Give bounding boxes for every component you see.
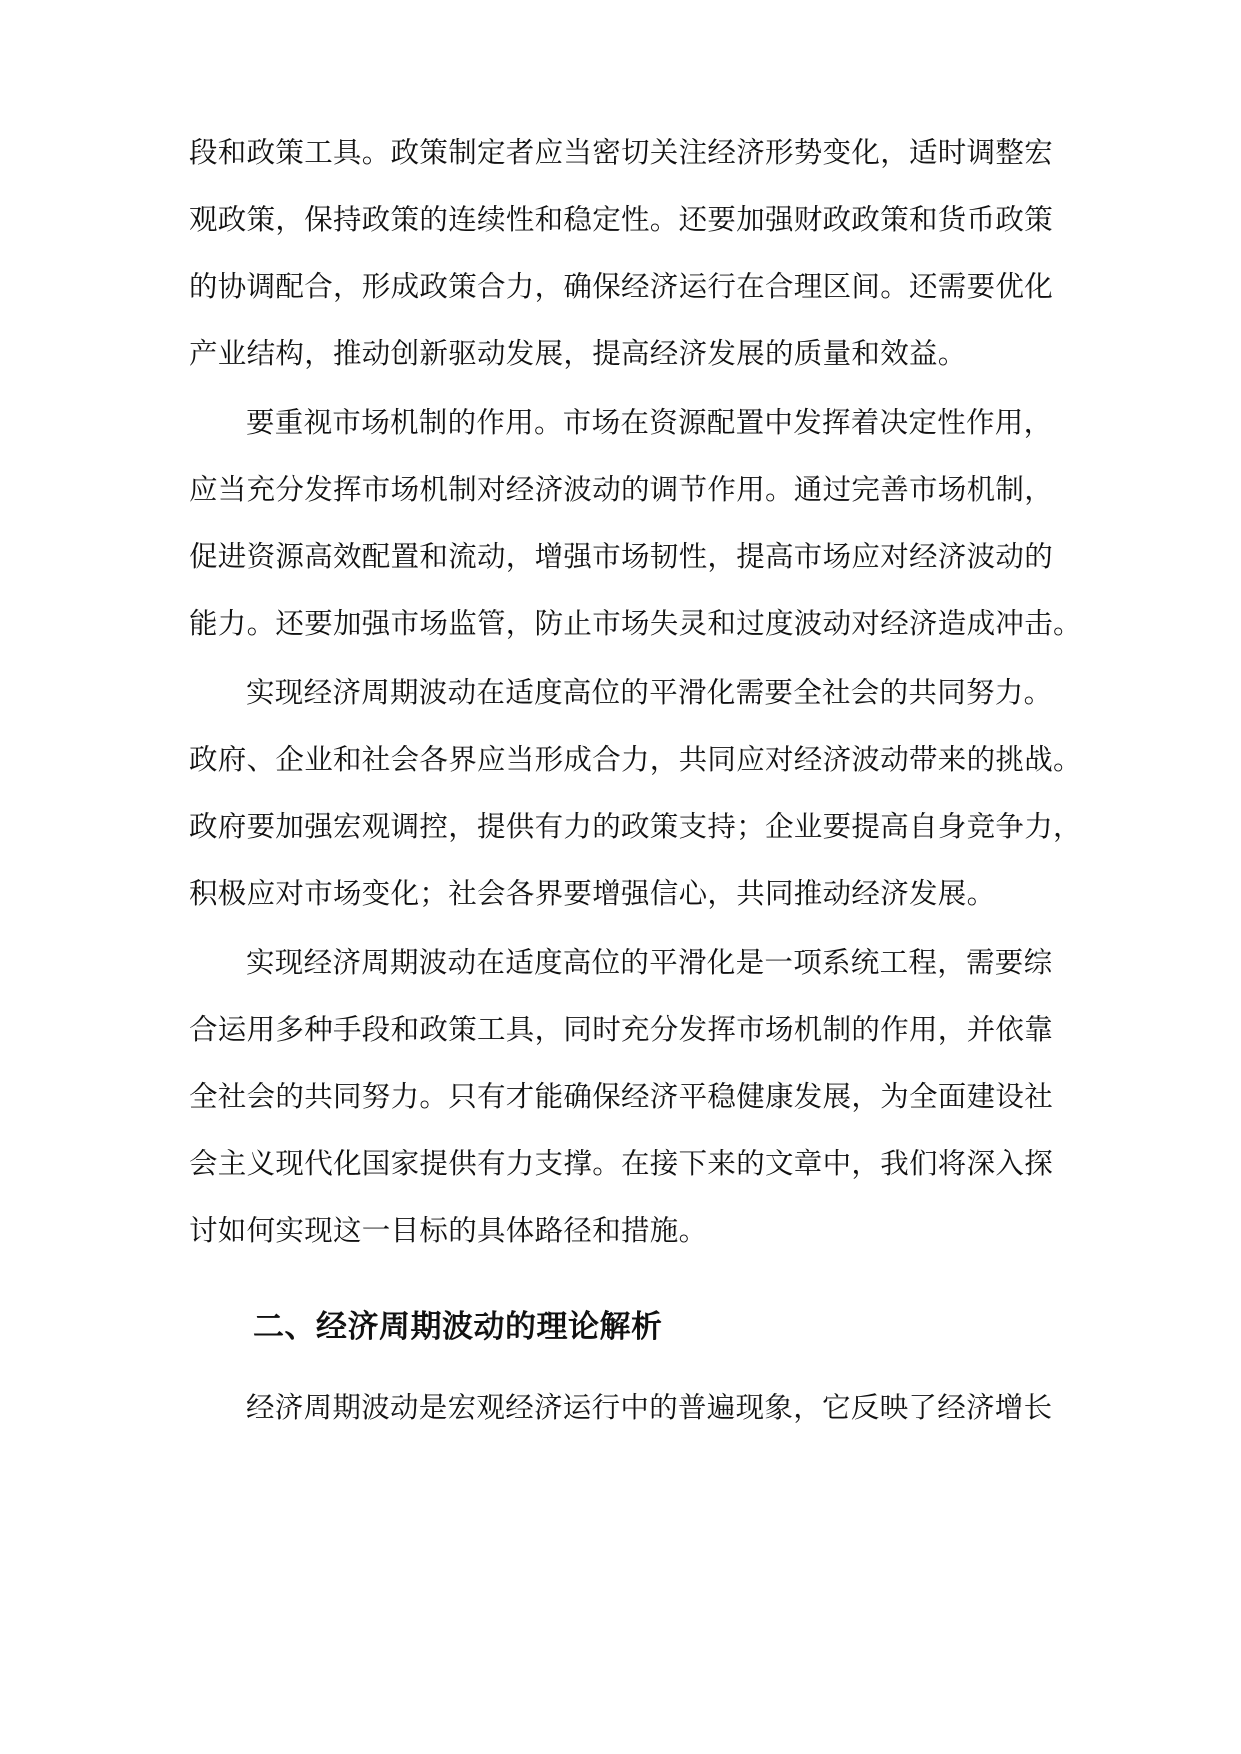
paragraph-2-line-2: 应当充分发挥市场机制对经济波动的调节作用。通过完善市场机制，: [189, 473, 1054, 506]
paragraph-4-line-1: 实现经济周期波动在适度高位的平滑化是一项系统工程，需要综: [246, 946, 1053, 979]
section-heading: 二、经济周期波动的理论解析: [253, 1309, 663, 1345]
paragraph-4-line-5: 讨如何实现这一目标的具体路径和措施。: [189, 1214, 708, 1247]
paragraph-3-line-2: 政府、企业和社会各界应当形成合力，共同应对经济波动带来的挑战。: [189, 743, 1082, 776]
paragraph-1-line-4: 产业结构，推动创新驱动发展，提高经济发展的质量和效益。: [189, 337, 967, 370]
paragraph-1-line-3: 的协调配合，形成政策合力，确保经济运行在合理区间。还需要优化: [189, 270, 1054, 303]
paragraph-2-line-4: 能力。还要加强市场监管，防止市场失灵和过度波动对经济造成冲击。: [189, 607, 1082, 640]
paragraph-1-line-1: 段和政策工具。政策制定者应当密切关注经济形势变化，适时调整宏: [189, 136, 1054, 169]
paragraph-5-line-1: 经济周期波动是宏观经济运行中的普遍现象，它反映了经济增长: [246, 1391, 1053, 1424]
paragraph-4-line-2: 合运用多种手段和政策工具，同时充分发挥市场机制的作用，并依靠: [189, 1013, 1054, 1046]
paragraph-3-line-4: 积极应对市场变化；社会各界要增强信心，共同推动经济发展。: [189, 877, 996, 910]
paragraph-4-line-3: 全社会的共同努力。只有才能确保经济平稳健康发展，为全面建设社: [189, 1080, 1054, 1113]
paragraph-2-line-1: 要重视市场机制的作用。市场在资源配置中发挥着决定性作用，: [246, 406, 1053, 439]
paragraph-2-line-3: 促进资源高效配置和流动，增强市场韧性，提高市场应对经济波动的: [189, 540, 1054, 573]
paragraph-1-line-2: 观政策，保持政策的连续性和稳定性。还要加强财政政策和货币政策: [189, 203, 1054, 236]
paragraph-3-line-3: 政府要加强宏观调控，提供有力的政策支持；企业要提高自身竞争力，: [189, 810, 1082, 843]
paragraph-4-line-4: 会主义现代化国家提供有力支撑。在接下来的文章中，我们将深入探: [189, 1147, 1054, 1180]
paragraph-3-line-1: 实现经济周期波动在适度高位的平滑化需要全社会的共同努力。: [246, 676, 1053, 709]
